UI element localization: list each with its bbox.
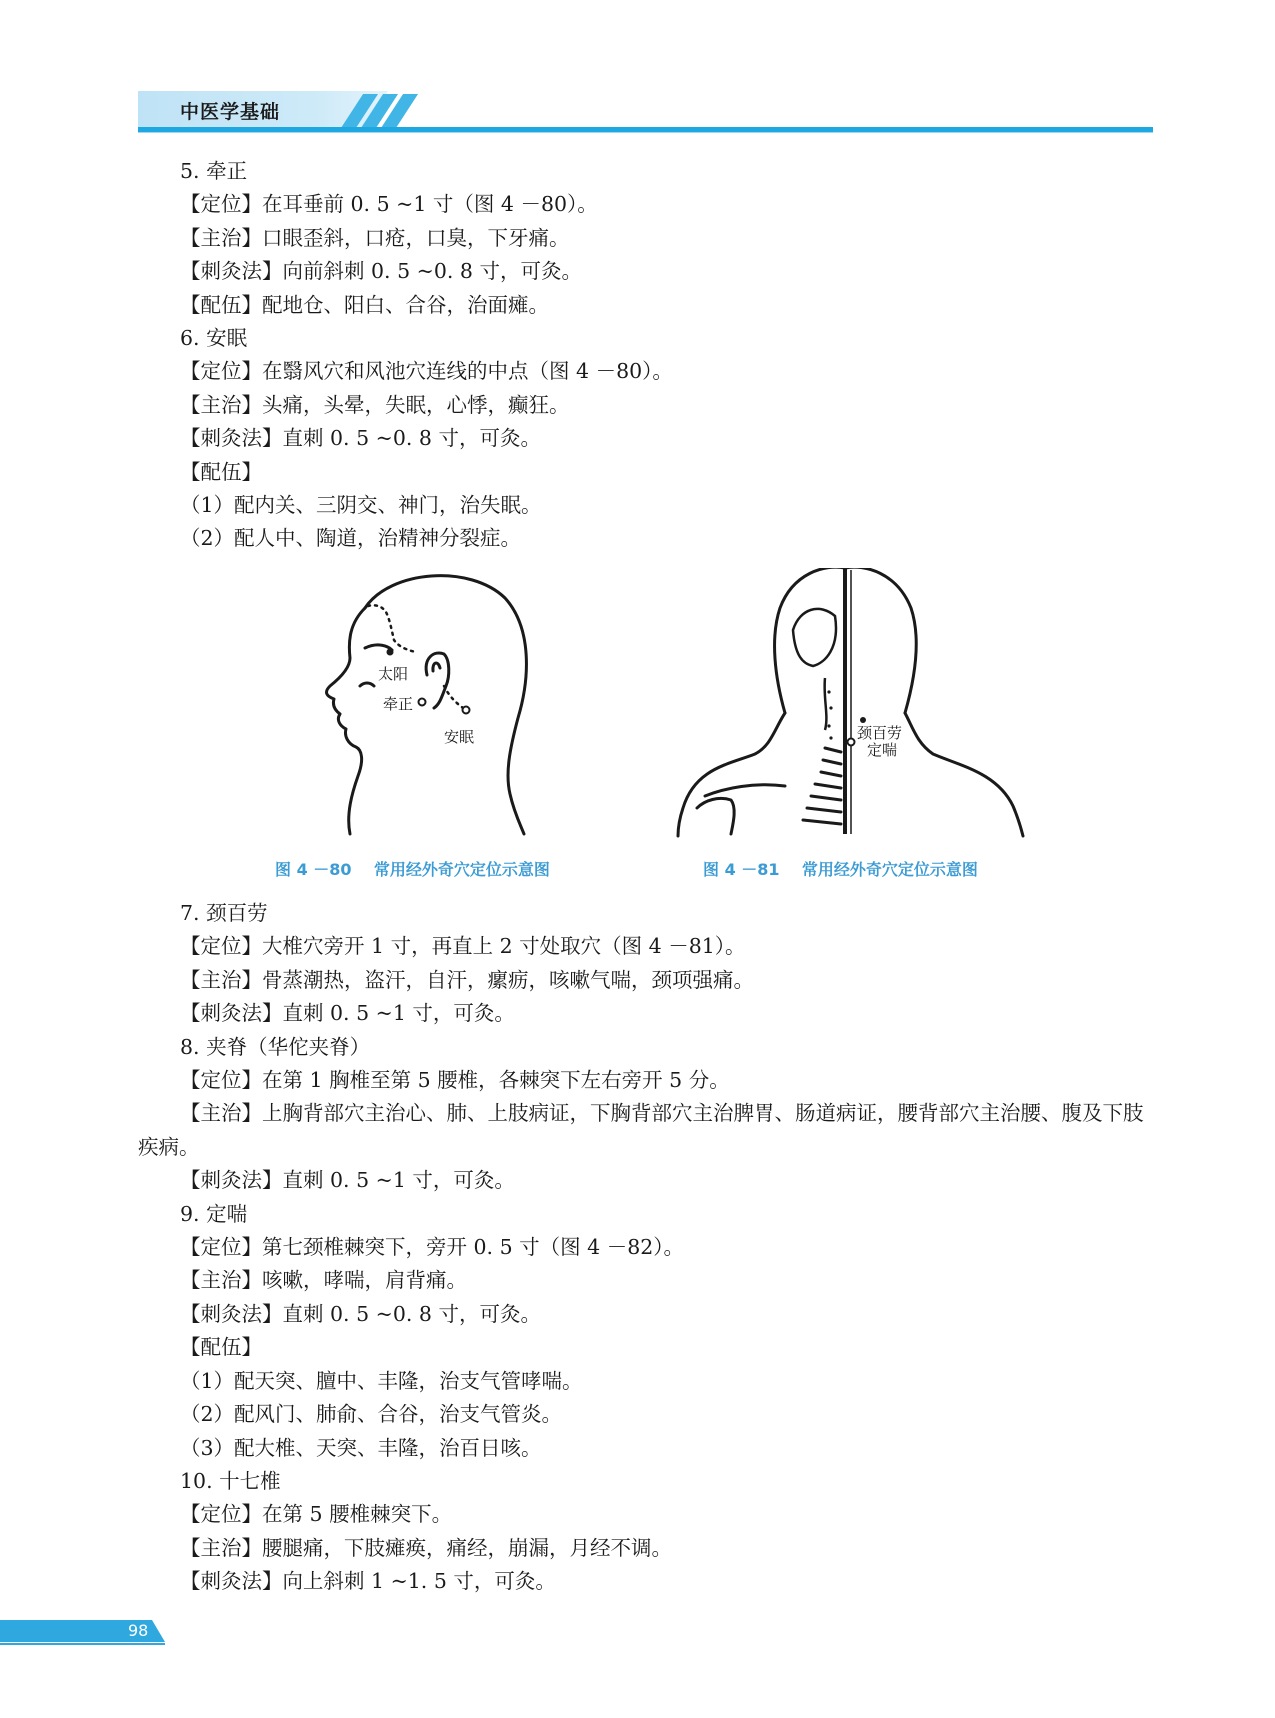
text-line: 【定位】第七颈椎棘突下，旁开 0. 5 寸（图 4 －82）。 [180, 1235, 685, 1260]
text-line: 【刺灸法】直刺 0. 5 ~0. 8 寸，可灸。 [180, 1301, 541, 1326]
figure-4-80-caption [275, 857, 550, 880]
section-heading: 5. 牵正 [180, 159, 248, 183]
header-rule-thin [138, 132, 1153, 133]
text-block-bottom [138, 897, 1153, 1599]
text-line: 【刺灸法】直刺 0. 5 ~0. 8 寸，可灸。 [180, 426, 541, 451]
label-anmian: 安眠 [444, 728, 475, 746]
text-line: 【主治】咳嗽，哮喘，肩背痛。 [180, 1268, 467, 1293]
label-qianzheng: 牵正 [383, 695, 414, 713]
text-line: （3）配大椎、天突、丰隆，治百日咳。 [180, 1435, 542, 1460]
text-line: 【配伍】 [180, 1335, 262, 1360]
figure-4-80-head-profile [320, 568, 540, 838]
text-line: 【配伍】 [180, 459, 262, 484]
running-header-title: 中医学基础 [180, 101, 281, 123]
text-line: 【定位】在第 5 腰椎棘突下。 [180, 1502, 453, 1527]
text-paragraph-wrapped: 【主治】上胸背部穴主治心、肺、上肢病证，下胸背部穴主治脾胃、肠道病证，腰背部穴主治腰、腹及下肢疾病。 [138, 1101, 1144, 1159]
text-line: 【主治】腰腿痛，下肢瘫痪，痛经，崩漏，月经不调。 [180, 1535, 672, 1560]
text-line: 【配伍】配地仓、阳白、合谷，治面瘫。 [180, 292, 549, 317]
section-heading: 9. 定喘 [180, 1201, 248, 1226]
text-line: 【刺灸法】直刺 0. 5 ~1 寸，可灸。 [180, 1001, 515, 1026]
text-line: （1）配内关、三阴交、神门，治失眠。 [180, 493, 542, 518]
text-line: 【刺灸法】向前斜刺 0. 5 ~0. 8 寸，可灸。 [180, 259, 582, 284]
section-heading: 7. 颈百劳 [180, 901, 268, 925]
text-line: （1）配天突、膻中、丰隆，治支气管哮喘。 [180, 1368, 583, 1393]
page-number: 98 [128, 1621, 149, 1640]
text-line: 【定位】在第 1 胸椎至第 5 腰椎，各棘突下左右旁开 5 分。 [180, 1068, 730, 1093]
page-number-rule [0, 1643, 165, 1645]
caption-text: 常用经外奇穴定位示意图 [801, 860, 978, 879]
label-taiyang: 太阳 [378, 665, 409, 683]
figure-4-81-caption [703, 857, 978, 880]
caption-number: 图 4 －80 [275, 860, 352, 879]
caption-text: 常用经外奇穴定位示意图 [373, 860, 550, 879]
label-jingbailao: 颈百劳 [857, 724, 903, 742]
section-heading: 6. 安眠 [180, 326, 248, 351]
section-heading: 8. 夹脊（华佗夹脊） [180, 1034, 371, 1059]
text-line: 【定位】大椎穴旁开 1 寸，再直上 2 寸处取穴（图 4 －81）。 [180, 934, 746, 959]
section-heading: 10. 十七椎 [180, 1468, 281, 1493]
figure-4-81-back-view [675, 568, 1030, 838]
text-line: 【主治】口眼歪斜，口疮，口臭，下牙痛。 [180, 225, 570, 250]
text-line: 【刺灸法】直刺 0. 5 ~1 寸，可灸。 [180, 1168, 515, 1193]
text-line: 【刺灸法】向上斜刺 1 ~1. 5 寸，可灸。 [180, 1569, 556, 1594]
text-line: 【主治】头痛，头晕，失眠，心悸，癫狂。 [180, 392, 570, 417]
text-block-top [138, 155, 1153, 556]
caption-number: 图 4 －81 [703, 860, 780, 879]
text-line: 【定位】在翳风穴和风池穴连线的中点（图 4 －80）。 [180, 359, 673, 384]
label-dingchuan: 定喘 [867, 741, 898, 759]
text-line: 【主治】骨蒸潮热，盗汗，自汗，瘰疬，咳嗽气喘，颈项强痛。 [180, 967, 754, 992]
text-line: （2）配人中、陶道，治精神分裂症。 [180, 526, 522, 551]
text-line: （2）配风门、肺俞、合谷，治支气管炎。 [180, 1402, 563, 1427]
text-line: 【定位】在耳垂前 0. 5 ~1 寸（图 4 －80）。 [180, 192, 598, 217]
